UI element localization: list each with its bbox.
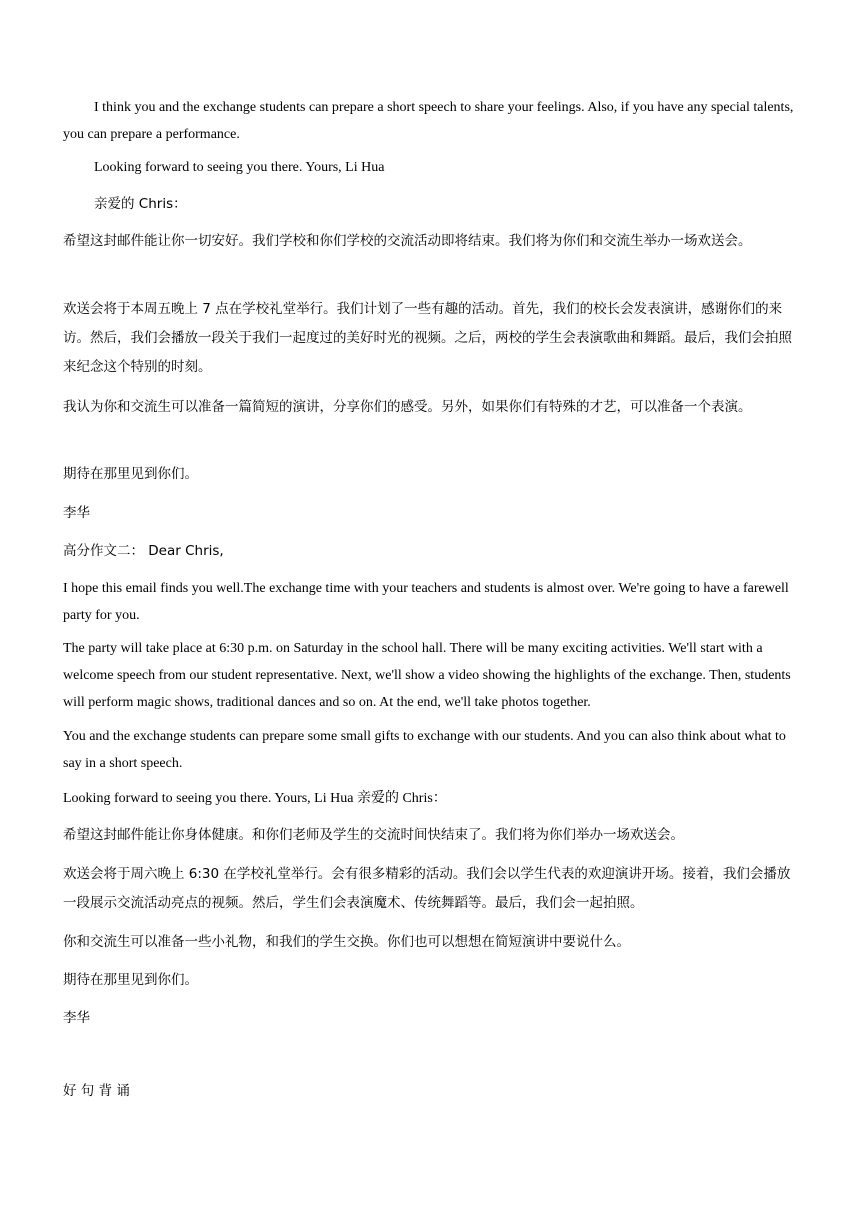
paragraph-en-intro: I hope this email finds you well.The exchange time with your teachers and students is almost over. We're going to have a farewell party for you.	[63, 581, 789, 623]
paragraph-cn2-party-details: 欢送会将于周六晚上 6:30 在学校礼堂举行。会有很多精彩的活动。我们会以学生代表的欢迎演讲开场。接着，我们会播放一段展示交流活动亮点的视频。然后，学生们会表演魔术、传统舞蹈等。最后，我们会一起拍照。	[63, 866, 791, 911]
paragraph-speech-suggestion: I think you and the exchange students can prepare a short speech to share your feelings. Also, if you have any special talents, you can prepare a performance.	[63, 100, 794, 142]
paragraph-en-suggestion: You and the exchange students can prepare some small gifts to exchange with our students. And you can also think about what to say in a short speech.	[63, 729, 786, 771]
paragraph-en-closing: Looking forward to seeing you there. Yours, Li Hua 亲爱的 Chris：	[63, 791, 447, 806]
paragraph-cn-greeting: 亲爱的 Chris：	[94, 196, 187, 212]
section-heading-good-sentences: 好 句 背 诵	[63, 1083, 130, 1099]
paragraph-cn-intro: 希望这封邮件能让你一切安好。我们学校和你们学校的交流活动即将结束。我们将为你们和交流生举办一场欢送会。	[63, 233, 752, 249]
paragraph-cn2-intro: 希望这封邮件能让你身体健康。和你们老师及学生的交流时间快结束了。我们将为你们举办一场欢送会。	[63, 827, 684, 843]
paragraph-cn2-suggestion: 你和交流生可以准备一些小礼物，和我们的学生交换。你们也可以想想在简短演讲中要说什么。	[63, 934, 630, 950]
paragraph-cn2-closing: 期待在那里见到你们。	[63, 972, 198, 988]
paragraph-cn2-signature: 李华	[63, 1010, 90, 1026]
paragraph-cn-party-details: 欢送会将于本周五晚上 7 点在学校礼堂举行。我们计划了一些有趣的活动。首先，我们的校长会发表演讲，感谢你们的来访。然后，我们会播放一段关于我们一起度过的美好时光的视频。之后，两校的学生会表演歌曲和舞蹈。最后，我们会拍照来纪念这个特别的时刻。	[63, 301, 792, 375]
paragraph-cn-signature: 李华	[63, 505, 90, 521]
paragraph-cn-closing: 期待在那里见到你们。	[63, 466, 198, 482]
essay-two-heading: 高分作文二： Dear Chris,	[63, 543, 224, 559]
paragraph-cn-suggestion: 我认为你和交流生可以准备一篇简短的演讲，分享你们的感受。另外，如果你们有特殊的才艺，可以准备一个表演。	[63, 399, 752, 415]
paragraph-closing: Looking forward to seeing you there. Yours, Li Hua	[94, 160, 385, 175]
paragraph-en-party-details: The party will take place at 6:30 p.m. on Saturday in the school hall. There will be many exciting activities. We'll start with a welcome speech from our student representative. Next, we'll show a video showing the highlights of the exchange. Then, students will perform magic shows, traditional dances and so on. At the end, we'll take photos together.	[63, 641, 791, 710]
